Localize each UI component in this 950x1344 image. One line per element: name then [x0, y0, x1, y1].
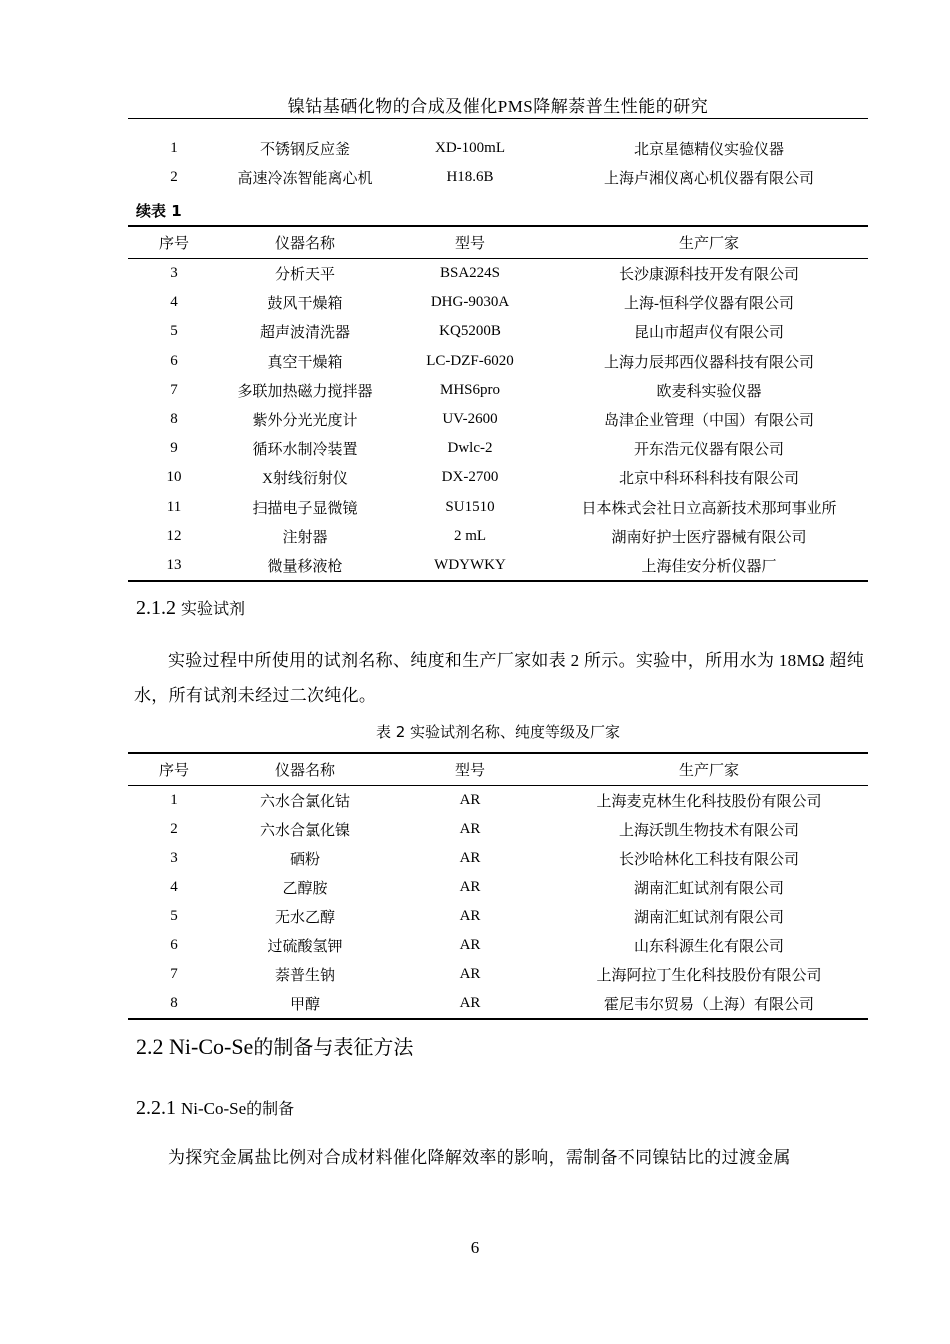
cell-index: 12 [166, 527, 182, 544]
cell-index: 5 [170, 323, 178, 340]
table-row [128, 551, 868, 581]
cell-index: 2 [170, 821, 178, 837]
header-manufacturer: 生产厂家 [550, 226, 868, 259]
cell-manufacturer: 上海力辰邦西仪器科技有限公司 [603, 354, 814, 371]
cell-name: 无水乙醇 [274, 910, 335, 926]
cell-manufacturer: 长沙哈林化工科技有限公司 [618, 852, 799, 868]
table-row [128, 259, 868, 289]
cell-name: 真空干燥箱 [267, 354, 343, 371]
cell-index: 2 [170, 169, 178, 185]
running-header: 镍钴基硒化物的合成及催化PMS降解萘普生性能的研究 [287, 97, 709, 116]
cell-index: 3 [170, 265, 178, 282]
cell-manufacturer: 昆山市超声仪有限公司 [633, 325, 784, 342]
table-row [128, 786, 868, 816]
cell-index: 8 [170, 411, 178, 428]
cell-model: XD-100mL [435, 140, 505, 156]
cell-model: WDYWKY [434, 556, 506, 573]
cell-manufacturer: 上海沃凯生物技术有限公司 [618, 823, 799, 839]
cell-manufacturer: 上海阿拉丁生化科技股份有限公司 [596, 968, 822, 984]
reagent-table [128, 752, 868, 1020]
cell-index: 7 [170, 381, 178, 398]
cell-model: AR [459, 966, 481, 982]
section-heading-2-1-2 [136, 596, 245, 620]
cell-manufacturer: 北京中科环科科技有限公司 [618, 471, 799, 488]
cell-name: 硒粉 [289, 852, 320, 868]
cell-name: 高速冷冻智能离心机 [237, 171, 373, 187]
cell-index: 13 [166, 556, 182, 573]
cell-model: LC-DZF-6020 [426, 352, 514, 369]
table-row [128, 989, 868, 1019]
cell-manufacturer: 湖南汇虹试剂有限公司 [633, 881, 784, 897]
cell-index: 6 [170, 352, 178, 369]
cell-name: X射线衍射仪 [262, 471, 348, 488]
header-model: 型号 [390, 226, 550, 259]
section-number: 2.2 [136, 1034, 164, 1059]
cell-index: 3 [170, 850, 178, 866]
cell-model: Dwlc-2 [447, 440, 493, 457]
cell-model: AR [459, 821, 481, 837]
cell-manufacturer: 霍尼韦尔贸易（上海）有限公司 [603, 997, 814, 1013]
cell-model: DX-2700 [441, 469, 499, 486]
table-row [128, 434, 868, 463]
table-header-row [128, 753, 868, 786]
cell-name: 多联加热磁力搅拌器 [237, 383, 373, 400]
section-heading-2-2-1 [136, 1096, 294, 1120]
table-row [128, 931, 868, 960]
cell-index: 4 [170, 879, 178, 895]
table-row [128, 902, 868, 931]
table-row [128, 463, 868, 492]
table-row [128, 134, 868, 163]
cell-name: 注射器 [282, 529, 328, 546]
cell-model: DHG-9030A [430, 294, 510, 311]
cell-model: AR [459, 937, 481, 953]
header-name: 仪器名称 [220, 753, 390, 786]
cell-index: 7 [170, 966, 178, 982]
cell-manufacturer: 北京星德精仪实验仪器 [633, 142, 784, 158]
table-row [128, 844, 868, 873]
cell-manufacturer: 上海卢湘仪离心机仪器有限公司 [603, 171, 814, 187]
cell-manufacturer: 山东科源生化有限公司 [633, 939, 784, 955]
cell-manufacturer: 上海-恒科学仪器有限公司 [624, 296, 794, 313]
table-row [128, 317, 868, 346]
table-row [128, 163, 868, 192]
table-row [128, 405, 868, 434]
section-title: 实验试剂 [181, 599, 246, 618]
section-title-zh: 的制备与表征方法 [253, 1035, 414, 1059]
header-index: 序号 [128, 226, 220, 259]
cell-model: AR [459, 995, 481, 1011]
cell-index: 4 [170, 294, 178, 311]
cell-model: AR [459, 908, 481, 924]
header-divider [128, 118, 868, 119]
cell-manufacturer: 湖南汇虹试剂有限公司 [633, 910, 784, 926]
cell-name: 鼓风干燥箱 [267, 296, 343, 313]
table-row [128, 522, 868, 551]
cell-index: 1 [170, 792, 178, 808]
cell-model: UV-2600 [442, 411, 498, 428]
cell-name: 六水合氯化镍 [259, 823, 350, 839]
table-row [128, 960, 868, 989]
cell-manufacturer: 湖南好护士医疗器械有限公司 [611, 529, 807, 546]
table-row [128, 815, 868, 844]
cell-manufacturer: 上海麦克林生化科技股份有限公司 [596, 794, 822, 810]
cell-index: 1 [170, 140, 178, 156]
cell-name: 萘普生钠 [274, 968, 335, 984]
cell-name: 微量移液枪 [267, 558, 343, 575]
cell-manufacturer: 长沙康源科技开发有限公司 [618, 267, 799, 284]
cell-model: AR [459, 879, 481, 895]
cell-index: 10 [166, 469, 182, 486]
cell-model: SU1510 [445, 498, 495, 515]
table-row [128, 288, 868, 317]
cell-model: AR [459, 792, 481, 808]
cell-name: 超声波清洗器 [259, 325, 350, 342]
table-header-row [128, 226, 868, 259]
cell-name: 六水合氯化钴 [259, 794, 350, 810]
section-heading-2-2 [136, 1031, 413, 1060]
cell-name: 不锈钢反应釜 [259, 142, 350, 158]
cell-model: AR [459, 850, 481, 866]
cell-manufacturer: 岛津企业管理（中国）有限公司 [603, 413, 814, 430]
table-row [128, 376, 868, 405]
header-model: 型号 [390, 753, 550, 786]
cell-name: 循环水制冷装置 [252, 442, 358, 459]
body-paragraph: 实验过程中所使用的试剂名称、纯度和生产厂家如表 2 所示。实验中，所用水为 18MΩ 超纯水，所有试剂未经过二次纯化。 [134, 651, 864, 705]
section-number: 2.1.2 [136, 597, 176, 619]
cell-model: MHS6pro [439, 381, 500, 398]
section-title-zh: 的制备 [246, 1099, 295, 1118]
section-number: 2.2.1 [136, 1097, 176, 1119]
table-row [128, 493, 868, 522]
header-index: 序号 [128, 753, 220, 786]
table-row [128, 347, 868, 376]
equipment-table-continuation-top [128, 134, 868, 192]
cell-manufacturer: 欧麦科实验仪器 [656, 383, 762, 400]
cell-model: BSA224S [439, 265, 501, 282]
table-caption: 表 2 实验试剂名称、纯度等级及厂家 [375, 723, 621, 741]
cell-index: 8 [170, 995, 178, 1011]
cell-name: 甲醇 [289, 997, 320, 1013]
cell-model: 2 mL [453, 527, 487, 544]
cell-name: 扫描电子显微镜 [252, 500, 358, 517]
table-continued-label: 续表 1 [136, 202, 182, 220]
cell-name: 分析天平 [274, 267, 335, 284]
cell-model: KQ5200B [439, 323, 501, 340]
cell-name: 乙醇胺 [282, 881, 328, 897]
cell-index: 5 [170, 908, 178, 924]
page-number: 6 [470, 1238, 480, 1257]
body-paragraph: 为探究金属盐比例对合成材料催化降解效率的影响，需制备不同镍钴比的过渡金属 [168, 1148, 791, 1167]
cell-manufacturer: 上海佳安分析仪器厂 [641, 558, 777, 575]
equipment-table [128, 225, 868, 582]
cell-name: 过硫酸氢钾 [267, 939, 343, 955]
cell-name: 紫外分光光度计 [252, 413, 358, 430]
section-title-latin: Ni-Co-Se [181, 1099, 247, 1118]
cell-index: 6 [170, 937, 178, 953]
section-title-latin: Ni-Co-Se [169, 1034, 254, 1059]
header-name: 仪器名称 [220, 226, 390, 259]
cell-index: 9 [170, 440, 178, 457]
cell-manufacturer: 日本株式会社日立高新技术那珂事业所 [581, 500, 837, 517]
cell-index: 11 [166, 498, 182, 515]
cell-model: H18.6B [446, 169, 494, 185]
table-row [128, 873, 868, 902]
header-manufacturer: 生产厂家 [550, 753, 868, 786]
cell-manufacturer: 开东浩元仪器有限公司 [633, 442, 784, 459]
